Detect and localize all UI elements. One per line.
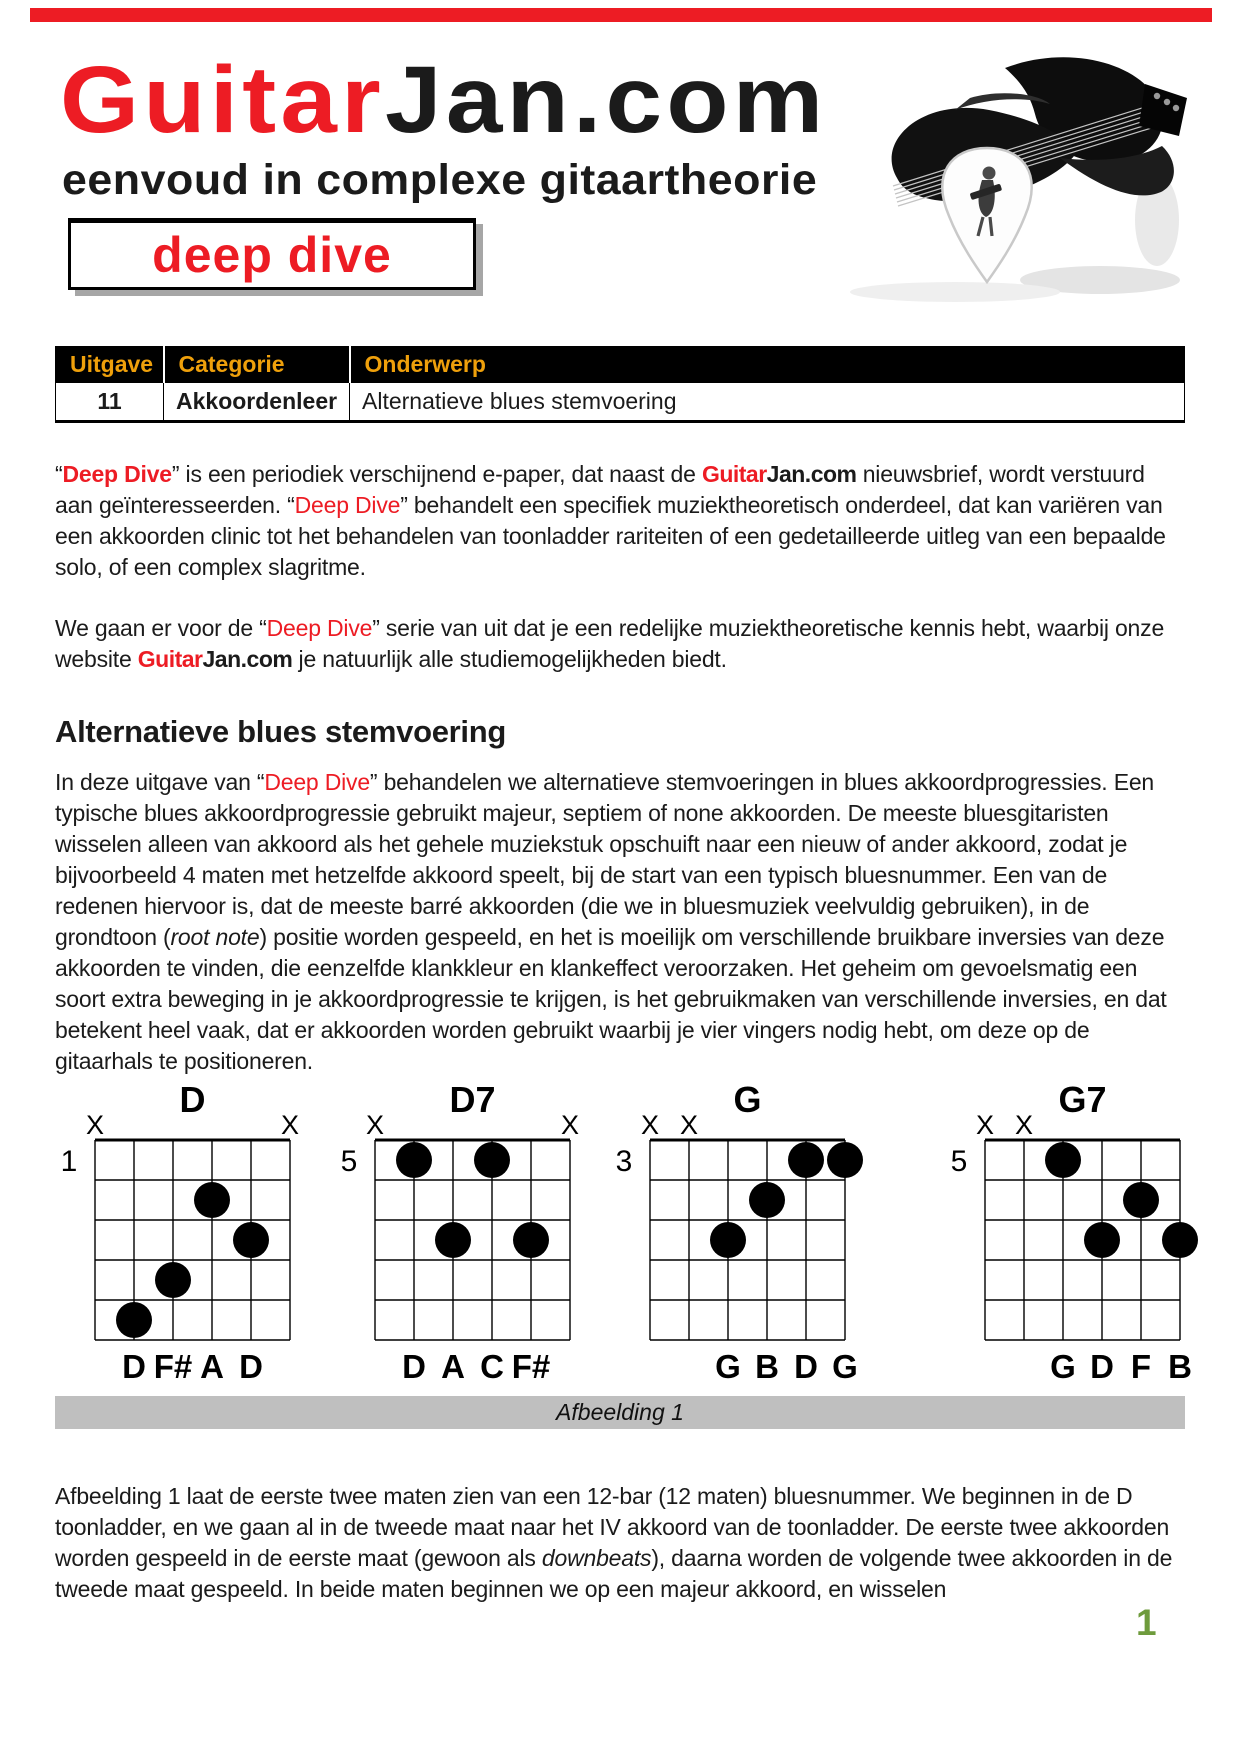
note-label: D (1090, 1348, 1114, 1385)
chord-name: D (179, 1079, 206, 1120)
body-text: ” is een periodiek verschijnend e-paper, dat naast de (171, 461, 702, 487)
quote-mark: “ (55, 461, 63, 487)
body-text: ) positie worden gespeeld, en het is moeilijk om verschillende bruikbare inversies van deze akkoorden te vinden, die eenzelfde klankkleur en klankeffect veroorzaken. Het geheim om gevoelsmatig een soort extra beweging in je akkoordprogressie te krijgen, is het gebruikmaken van verschillende inversies, en dat betekent heel vaak, dat er akkoorden worden gebruikt waarbij je vier vingers nodig hebt, om deze op de gitaarhals te positioneren. (55, 924, 1167, 1074)
brand-tagline: eenvoud in complexe gitaartheorie (62, 156, 818, 204)
finger-dot (1084, 1222, 1120, 1258)
note-label: G (832, 1348, 858, 1385)
deep-dive-badge-label: deep dive (152, 227, 392, 283)
finger-dot (435, 1222, 471, 1258)
intro-paragraph-1 (55, 459, 1188, 583)
cell-onderwerp: Alternatieve blues stemvoering (350, 383, 1185, 422)
deep-dive-mention: Deep Dive (264, 769, 370, 795)
brand-logo (60, 47, 828, 153)
muted-string-x: X (365, 1110, 385, 1140)
brand-mention-jancom: Jan.com (202, 646, 293, 672)
deep-dive-mention: Deep Dive (294, 492, 401, 518)
finger-dot (474, 1142, 510, 1178)
finger-dot (1045, 1142, 1081, 1178)
body-text: ” behandelen we alternatieve stemvoeringen in blues akkoordprogressies. Een typische blues akkoordprogressie gebruikt majeur, septiem of none akkoorden. De meeste bluesgitaristen wisselen alleen van akkoord als het gehele muziekstuk opschuift naar een nieuw of ander akkoord, zodat je bijvoorbeeld 4 maten met hetzelfde akkoord speelt, bij de start van een typisch bluesnummer. Een van de redenen hiervoor is, dat de meeste barré akkoorden (die we in bluesmuziek veelvuldig gebruiken), in de grondtoon ( (55, 769, 1155, 950)
note-label: G (1050, 1348, 1076, 1385)
muted-string-x: X (679, 1110, 699, 1140)
muted-string-x: X (280, 1110, 300, 1140)
body-text: We gaan er voor de “ (55, 615, 267, 641)
chord-diagram-D (49, 1078, 309, 1395)
italic-term: root note (170, 924, 260, 950)
muted-string-x: X (560, 1110, 580, 1140)
chord-name: G (733, 1079, 762, 1120)
body-text: ), daarna worden de volgende twee akkoorden in de tweede maat gespeeld. In beide maten beginnen we op een majeur akkoord, en wisselen (55, 1545, 1173, 1602)
chord-diagram-G (604, 1078, 864, 1395)
note-label: D (794, 1348, 818, 1385)
note-label: F# (153, 1348, 193, 1385)
brand-mention-guitar: Guitar (137, 646, 203, 672)
body-text: In deze uitgave van “ (55, 769, 265, 795)
col-header-uitgave: Uitgave (56, 347, 164, 383)
finger-dot (233, 1222, 269, 1258)
section-heading: Alternatieve blues stemvoering (55, 713, 506, 749)
brand-mention-jancom: Jan.com (766, 461, 857, 487)
muted-string-x: X (1014, 1110, 1034, 1140)
closing-paragraph (55, 1481, 1188, 1605)
note-label: A (441, 1348, 465, 1385)
finger-dot (749, 1182, 785, 1218)
finger-dot (513, 1222, 549, 1258)
top-red-rule (30, 8, 1212, 22)
body-text: nieuwsbrief, wordt verstuurd aan geïnteresseerden. “ (55, 461, 1145, 518)
issue-info-table (55, 346, 1185, 423)
finger-dot (788, 1142, 824, 1178)
deep-dive-mention: Deep Dive (62, 461, 172, 487)
cell-uitgave: 11 (56, 383, 164, 422)
page-number: 1 (1136, 1602, 1157, 1643)
col-header-onderwerp: Onderwerp (350, 347, 1185, 383)
muted-string-x: X (975, 1110, 995, 1140)
note-label: D (402, 1348, 426, 1385)
italic-term: downbeats (541, 1545, 652, 1571)
brand-logo-jancom: Jan.com (385, 47, 828, 153)
finger-dot (1162, 1222, 1198, 1258)
brand-mention-guitar: Guitar (701, 461, 767, 487)
note-label: D (239, 1348, 263, 1385)
finger-dot (1123, 1182, 1159, 1218)
cell-categorie: Akkoordenleer (164, 383, 350, 422)
note-label: F (1130, 1348, 1152, 1385)
note-label: G (715, 1348, 741, 1385)
col-header-categorie: Categorie (164, 347, 350, 383)
chord-diagram-G7 (939, 1078, 1199, 1395)
section-paragraph (55, 767, 1188, 1077)
fret-number: 5 (340, 1145, 358, 1178)
intro-paragraph-2 (55, 613, 1188, 675)
finger-dot (827, 1142, 863, 1178)
note-label: B (755, 1348, 779, 1385)
muted-string-x: X (85, 1110, 105, 1140)
fret-number: 5 (950, 1145, 968, 1178)
finger-dot (194, 1182, 230, 1218)
deep-dive-badge (68, 218, 476, 290)
shadow-blob (850, 282, 1060, 302)
body-text: Afbeelding 1 laat de eerste twee maten zien van een 12-bar (12 maten) bluesnummer. We beginnen in de D toonladder, en we gaan al in de tweede maat naar het IV akkoord van de toonladder. De eerste twee akkoorden worden gespeeld in de eerste maat (gewoon als (55, 1483, 1170, 1571)
finger-dot (396, 1142, 432, 1178)
body-text: je natuurlijk alle studiemogelijkheden biedt. (292, 646, 727, 672)
note-label: A (200, 1348, 224, 1385)
guitar-illustration (805, 40, 1190, 308)
chord-name: D7 (449, 1079, 496, 1120)
note-label: C (480, 1348, 504, 1385)
finger-dot (710, 1222, 746, 1258)
figure-caption: Afbeelding 1 (556, 1399, 684, 1425)
note-label: F# (511, 1348, 551, 1385)
fret-number: 3 (615, 1145, 633, 1178)
finger-dot (155, 1262, 191, 1298)
body-text: ” behandelt een specifiek muziektheoretisch onderdeel, dat kan variëren van een akkoorden clinic tot het behandelen van toonladder rariteiten of een gedetailleerde uitleg van een bepaalde solo, of een complex slagritme. (55, 492, 1166, 580)
chord-diagram-D7 (329, 1078, 589, 1395)
brand-logo-guitar: Guitar (60, 47, 386, 153)
muted-string-x: X (640, 1110, 660, 1140)
table-row (56, 383, 1185, 422)
body-text: ” serie van uit dat je een redelijke muziektheoretische kennis hebt, waarbij onze website (55, 615, 1165, 672)
fret-number: 1 (60, 1145, 78, 1178)
plectrum (942, 148, 1031, 282)
figure-caption-bar (55, 1396, 1185, 1429)
note-label: D (122, 1348, 146, 1385)
deep-dive-mention: Deep Dive (266, 615, 373, 641)
table-header-row (56, 347, 1185, 383)
chord-name: G7 (1058, 1079, 1107, 1120)
finger-dot (116, 1302, 152, 1338)
note-label: B (1168, 1348, 1192, 1385)
